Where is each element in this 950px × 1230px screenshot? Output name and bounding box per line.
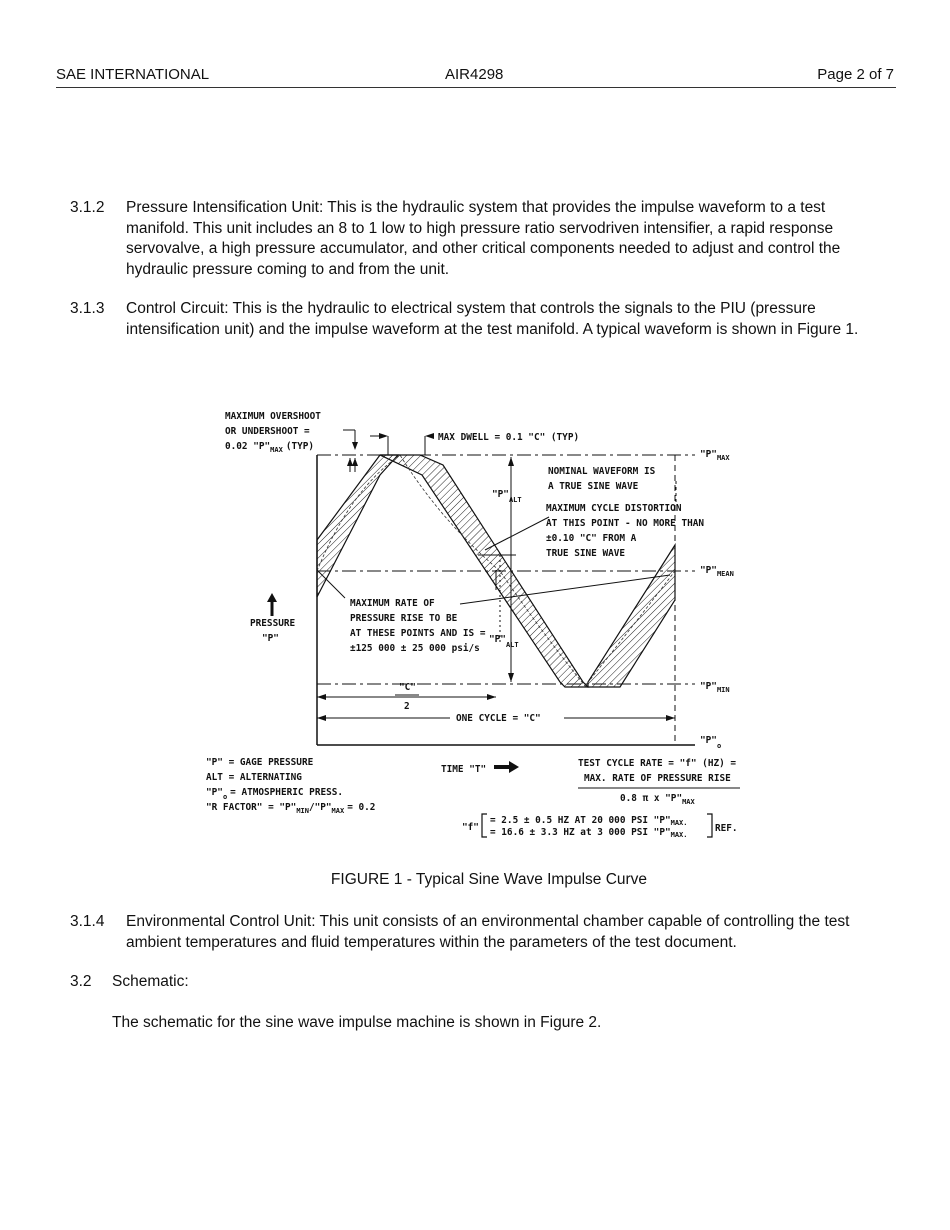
p0-label: "$P"_o$: [700, 735, 722, 750]
time-label: TIME "T": [441, 764, 487, 775]
pmean-label: "$P"_{MEAN}$: [700, 565, 734, 578]
distortion-label-2: AT THIS POINT - NO MORE THAN: [546, 518, 705, 529]
header-page-number: Page 2 of 7: [817, 66, 894, 83]
section-3-1-3: [70, 299, 870, 340]
nominal-label-1: NOMINAL WAVEFORM IS: [548, 466, 656, 477]
schematic-paragraph: The schematic for the sine wave impulse machine is shown in Figure 2.: [112, 1014, 602, 1031]
section-text: Pressure Intensification Unit: This is the hydraulic system that provides the impulse waveform to a test manifold. This unit includes an 8 to 1 low to high pressure ratio servodriven intensifier, a rapid response servovalve, a high pressure accumulator, and other critical components needed to adjust and control the hydraulic pressure coming to and from the unit.: [126, 199, 841, 278]
rate-formula-2: MAX. RATE OF PRESSURE RISE: [584, 773, 731, 784]
section-number: 3.2: [70, 973, 92, 990]
distortion-label-3: ±0.10 "C" FROM A: [546, 533, 637, 544]
section-text: Control Circuit: This is the hydraulic to electrical system that controls the signals to the PIU (pressure intensification unit) and the impulse waveform at the test manifold. A typical waveform is shown in Figure 1.: [126, 300, 859, 338]
max-rate-label-1: MAXIMUM RATE OF: [350, 598, 435, 609]
header-org: SAE INTERNATIONAL: [56, 66, 210, 83]
overshoot-label-2: OR UNDERSHOOT =: [225, 426, 310, 437]
max-rate-label-4: ±125 000 ± 25 000 psi/s: [350, 643, 480, 654]
legend-gage: "P" = GAGE PRESSURE: [206, 757, 314, 768]
section-text: Schematic:: [112, 973, 189, 990]
half-cycle-c: "C": [399, 682, 416, 693]
header-rule: [56, 87, 896, 88]
freq-f: "f": [462, 822, 479, 833]
palt-label-upper: "$P"_{ALT}$: [492, 489, 522, 504]
tolerance-band-rising-left: [317, 455, 398, 597]
legend-r-factor: "R FACTOR" = "$P"_{MIN}/"P"_{MAX} = 0.2$: [206, 802, 376, 815]
legend-atm: "$P"_o$ = ATMOSPHERIC PRESS.: [206, 787, 344, 801]
overshoot-label-1: MAXIMUM OVERSHOOT: [225, 411, 321, 422]
section-text: Environmental Control Unit: This unit consists of an environmental chamber capable of controlling the test ambient temperatures and fluid temperatures within the parameters of the test document.: [126, 913, 850, 951]
max-rate-label-3: AT THESE POINTS AND IS =: [350, 628, 486, 639]
rate-formula-1: TEST CYCLE RATE = "f" (HZ) =: [578, 758, 737, 769]
legend-alt: ALT = ALTERNATING: [206, 772, 302, 783]
overshoot-label-3: 0.02 "$P"_{MAX}$ (TYP): [225, 441, 315, 454]
distortion-label-4: TRUE SINE WAVE: [546, 548, 626, 559]
section-3-1-2: [70, 198, 870, 280]
half-cycle-2: 2: [404, 701, 410, 712]
section-number: 3.1.3: [70, 300, 105, 317]
palt-label-lower: "$P"_{ALT}$: [489, 634, 519, 649]
distortion-label-1: MAXIMUM CYCLE DISTORTION: [546, 503, 682, 514]
pmin-label: "$P"_{MIN}$: [700, 681, 730, 694]
freq-line-1: = 2.5 ± 0.5 HZ AT 20 000 PSI "$P"_{MAX.}$: [490, 815, 688, 827]
section-3-1-4: [70, 912, 870, 953]
pressure-symbol: "P": [262, 633, 279, 644]
freq-line-2: = 16.6 ± 3.3 HZ at 3 000 PSI "$P"_{MAX.}$: [490, 827, 688, 839]
max-rate-label-2: PRESSURE RISE TO BE: [350, 613, 458, 624]
section-3-2: [70, 972, 870, 993]
figure-caption: FIGURE 1 - Typical Sine Wave Impulse Curve: [330, 871, 648, 888]
rate-formula-3: 0.8 π x "$P"_{MAX}$: [620, 793, 695, 806]
section-number: 3.1.4: [70, 913, 105, 930]
sine-wave-figure: [200, 400, 760, 850]
max-dwell-label: MAX DWELL = 0.1 "C" (TYP): [438, 432, 580, 443]
section-number: 3.1.2: [70, 199, 105, 216]
header-doc-id: AIR4298: [445, 66, 504, 83]
pressure-label: PRESSURE: [250, 618, 296, 629]
nominal-label-2: A TRUE SINE WAVE: [548, 481, 639, 492]
one-cycle-label: ONE CYCLE = "C": [456, 713, 541, 724]
pmax-label: "$P"_{MAX}$: [700, 449, 730, 462]
freq-ref: REF.: [715, 823, 738, 834]
